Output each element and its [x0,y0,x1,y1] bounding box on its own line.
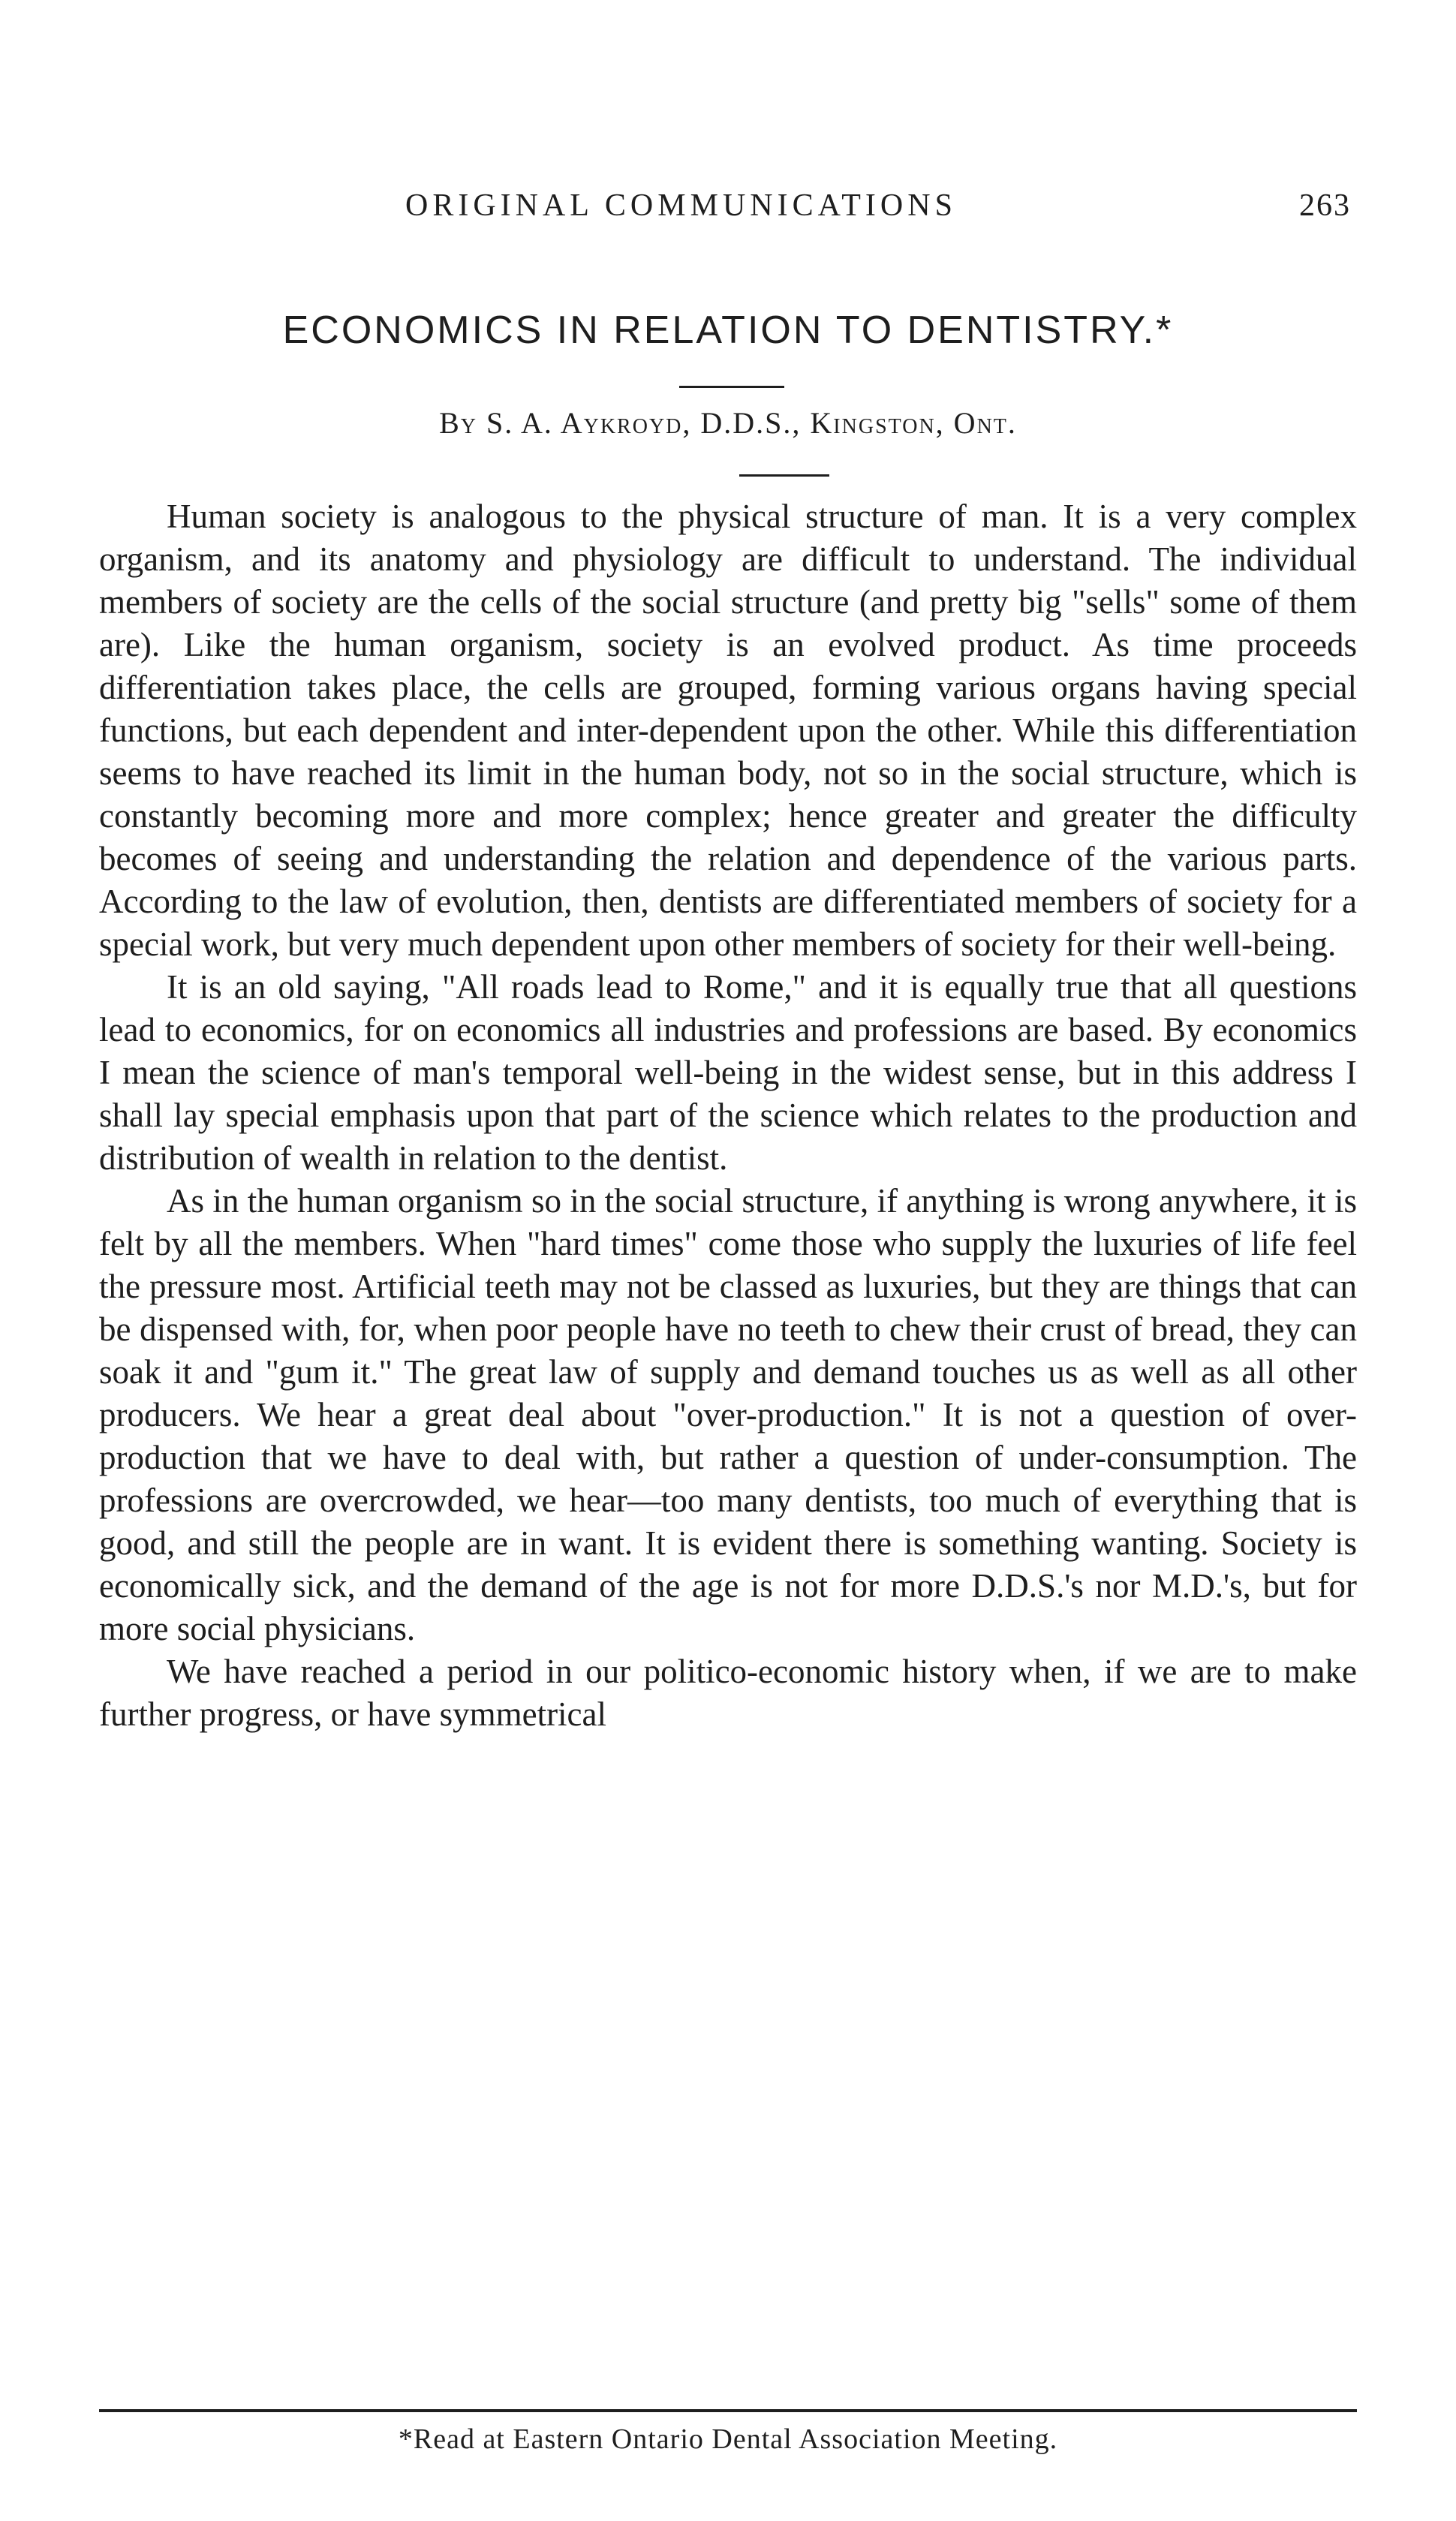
article-body [99,495,1357,1736]
footnote: *Read at Eastern Ontario Dental Association Meeting. [398,2423,1058,2455]
article-title: ECONOMICS IN RELATION TO DENTISTRY.* [282,308,1174,352]
author-byline: By S. A. Aykroyd, D.D.S., Kingston, Ont. [439,406,1017,440]
paragraph: As in the human organism so in the social structure, if anything is wrong anywhere, it is felt by all the members. When "hard times" come those who supply the luxuries of life feel the pressure most. Artificial teeth may not be classed as luxuries, but they are things that can be dispensed with, for, when poor people have no teeth to chew their crust of bread, they can soak it and "gum it." The great law of supply and demand touches us as well as all other producers. We hear a great deal about "over-production." It is not a question of over-production that we have to deal with, but rather a question of under-consumption. The professions are overcrowded, we hear—too many dentists, too much of everything that is good, and still the people are in want. It is evident there is something wanting. Society is economically sick, and the demand of the age is not for more D.D.S.'s nor M.D.'s, but for more social physicians. [99,1182,1357,1647]
page-number: 263 [1299,188,1351,223]
paragraph: We have reached a period in our politico-economic history when, if we are to make further progress, or have symmetrical [99,1653,1357,1733]
byline-divider [739,474,829,477]
paragraph: Human society is analogous to the physical structure of man. It is a very complex organism, and its anatomy and physiology are difficult to understand. The individual members of society are the cells of the social structure (and pretty big "sells" some of them are). Like the human organism, society is an evolved product. As time proceeds differentiation takes place, the cells are grouped, forming various organs having special functions, but each dependent and inter-dependent upon the other. While this differentiation seems to have reached its limit in the human body, not so in the social structure, which is constantly becoming more and more complex; hence greater and greater the difficulty becomes of seeing and understanding the relation and dependence of the various parts. According to the law of evolution, then, dentists are differentiated members of society for a special work, but very much dependent upon other members of society for their well-being. [99,498,1357,963]
title-divider [679,386,784,388]
footnote-rule [99,2409,1357,2412]
running-title: ORIGINAL COMMUNICATIONS [405,188,957,223]
paragraph: It is an old saying, "All roads lead to Rome," and it is equally true that all questions lead to economics, for on economics all industries and professions are based. By economics I mean the science of man's temporal well-being in the widest sense, but in this address I shall lay special emphasis upon that part of the science which relates to the production and distribution of wealth in relation to the dentist. [99,968,1357,1177]
